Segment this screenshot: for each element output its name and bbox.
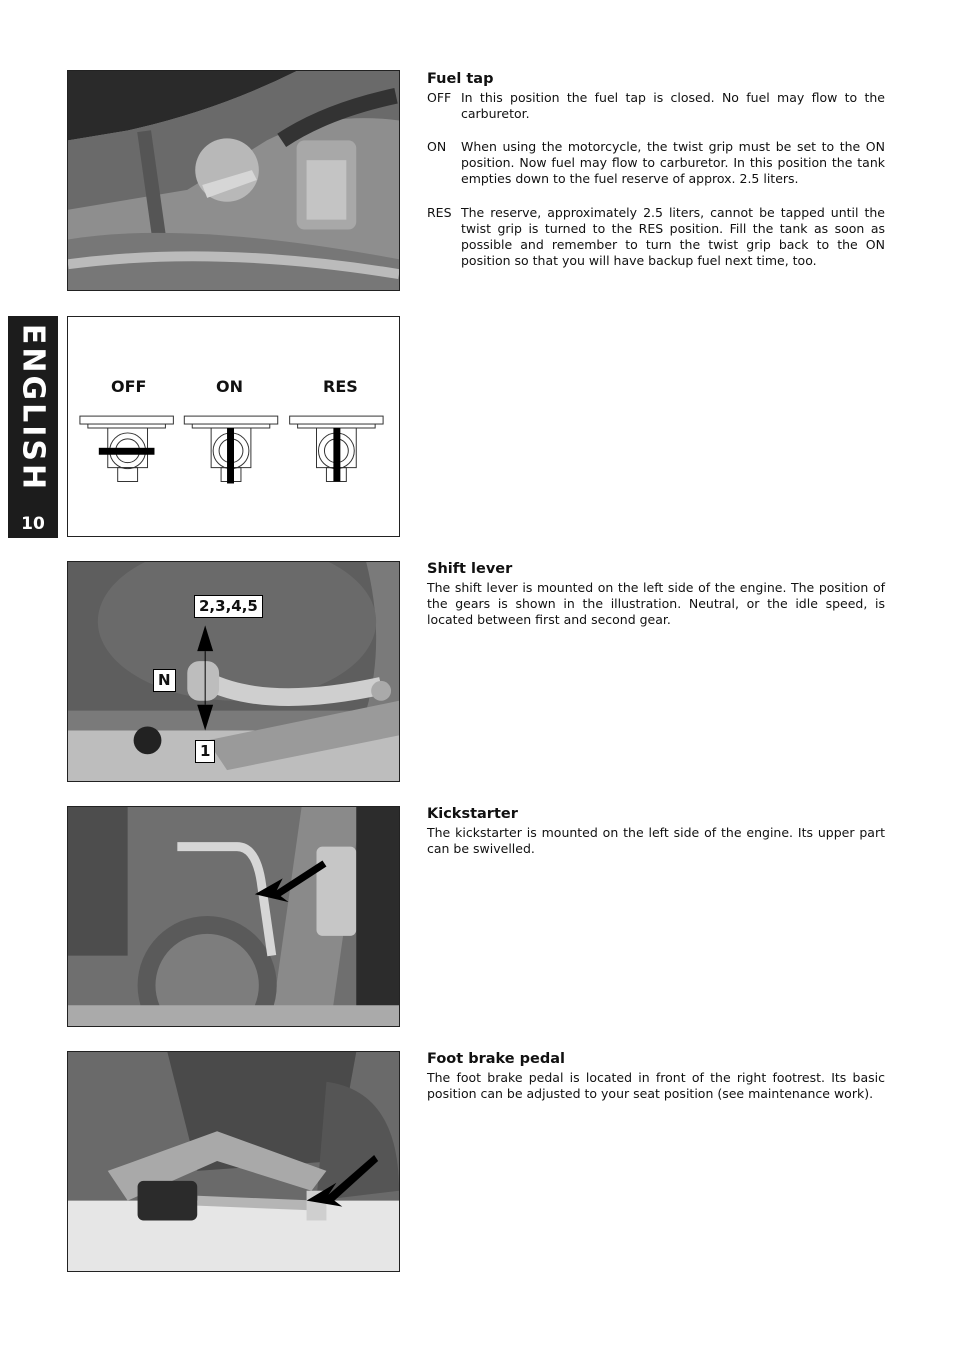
item-key: ON bbox=[427, 139, 447, 154]
fuel-tap-photo bbox=[67, 70, 400, 291]
gear-callout-up: 2,3,4,5 bbox=[194, 595, 263, 618]
kickstarter-section bbox=[427, 806, 885, 857]
diagram-label-off: OFF bbox=[111, 377, 147, 396]
fuel-tap-section bbox=[427, 71, 885, 269]
kickstarter-title: Kickstarter bbox=[427, 806, 518, 822]
fuel-tap-item-res bbox=[427, 205, 885, 269]
diagram-label-on: ON bbox=[216, 377, 243, 396]
kickstarter-photo bbox=[67, 806, 400, 1027]
item-key: RES bbox=[427, 205, 452, 220]
language-tab bbox=[8, 316, 58, 538]
item-text: The reserve, approximately 2.5 liters, cannot be tapped until the twist grip is turned to the RES position. Fill the tank as soon as possible and remember to turn the twist grip back to the ON position so that you will have backup fuel next time, too. bbox=[461, 205, 885, 268]
item-text: In this position the fuel tap is closed. No fuel may flow to the carburetor. bbox=[461, 90, 885, 121]
diagram-label-res: RES bbox=[323, 377, 358, 396]
foot-brake-section bbox=[427, 1051, 885, 1102]
gear-callout-down: 1 bbox=[195, 740, 215, 763]
shift-lever-title: Shift lever bbox=[427, 561, 513, 577]
foot-brake-title: Foot brake pedal bbox=[427, 1051, 566, 1067]
gear-callout-neutral: N bbox=[153, 669, 176, 692]
item-key: OFF bbox=[427, 90, 452, 105]
fuel-tap-item-off bbox=[427, 90, 885, 122]
page-number: 10 bbox=[21, 514, 45, 534]
fuel-tap-title: Fuel tap bbox=[427, 71, 494, 87]
shift-lever-section bbox=[427, 561, 885, 628]
item-text: When using the motorcycle, the twist grip must be set to the ON position. Now fuel may flow to carburetor. In this position the tank empties down to the fuel reserve of approx. 2.5 liters. bbox=[461, 139, 885, 186]
shift-lever-text: The shift lever is mounted on the left side of the engine. The position of the gears is shown in the illustration. Neutral, or the idle speed, is located between first and second gear. bbox=[427, 580, 885, 627]
kickstarter-text: The kickstarter is mounted on the left side of the engine. Its upper part can be swivelled. bbox=[427, 825, 885, 856]
language-label: ENGLISH bbox=[15, 323, 51, 493]
foot-brake-text: The foot brake pedal is located in front of the right footrest. Its basic position can be adjusted to your seat position (see maintenance work). bbox=[427, 1070, 885, 1101]
foot-brake-photo bbox=[67, 1051, 400, 1272]
fuel-tap-item-on bbox=[427, 139, 885, 187]
fuel-tap-diagram bbox=[67, 316, 400, 537]
